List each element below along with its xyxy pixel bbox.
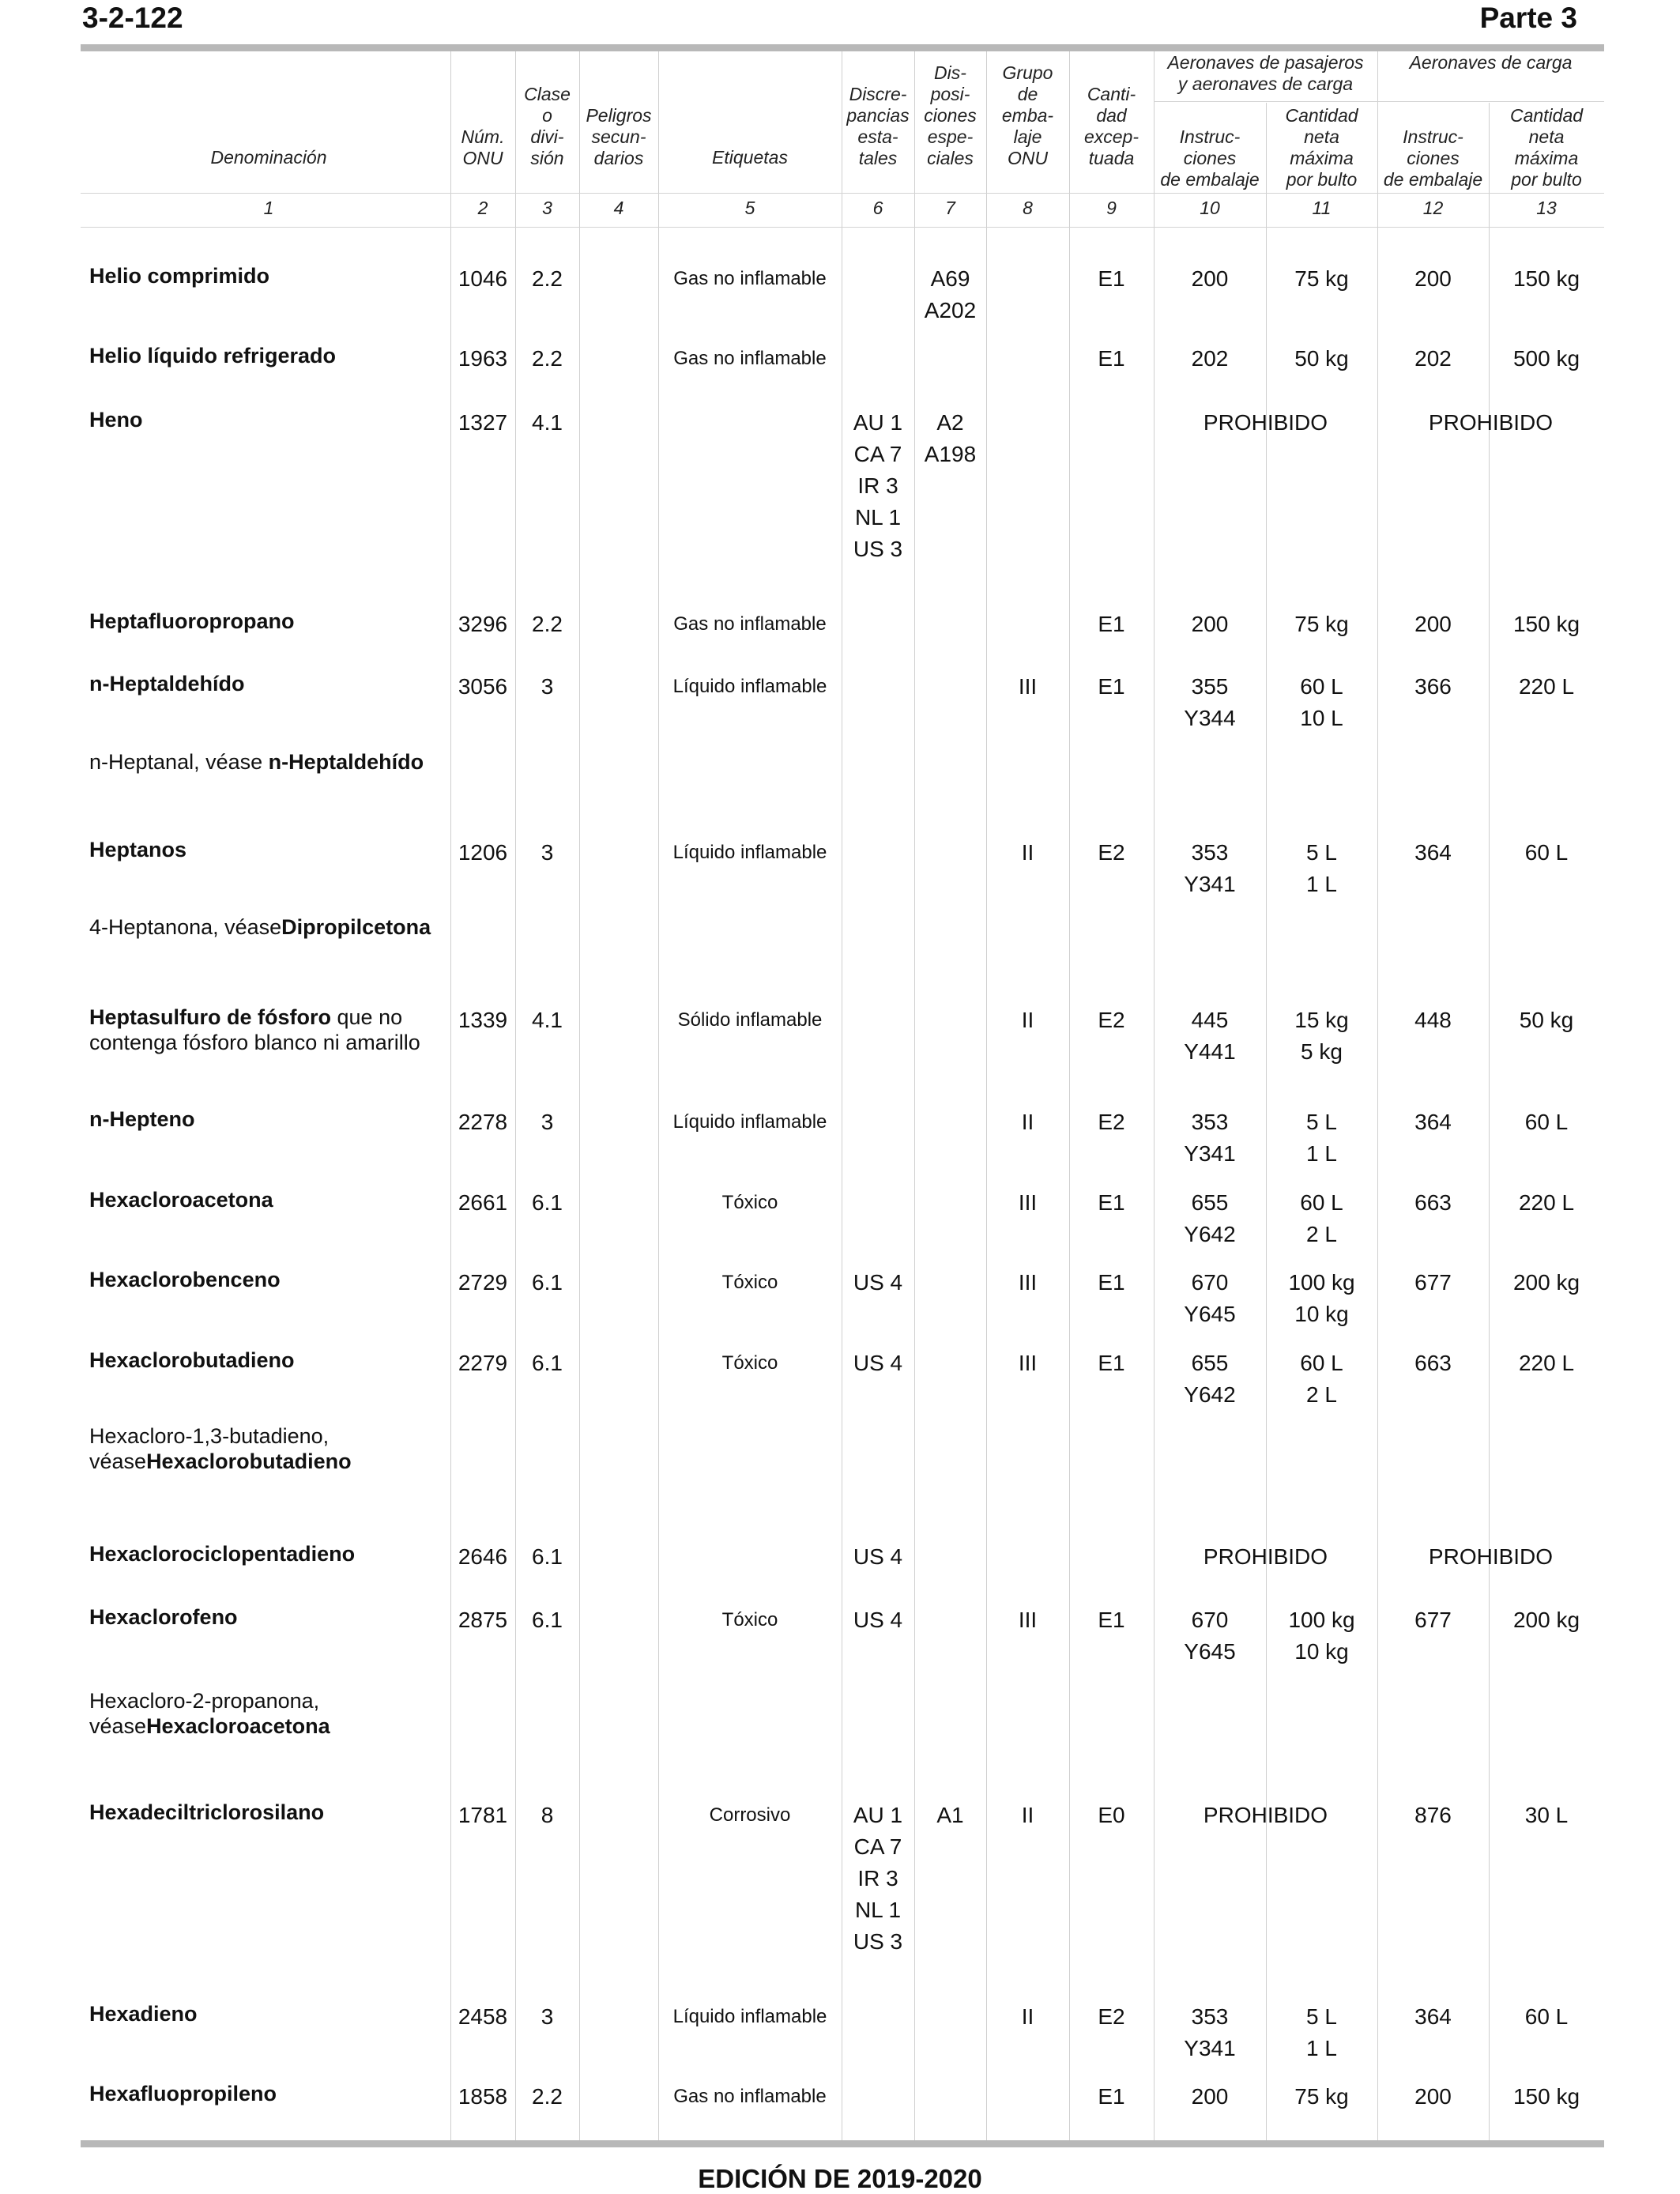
excepted-quantity: E1 (1098, 674, 1125, 699)
state-discrepancy: AU 1 CA 7 IR 3 NL 1 US 3 (853, 410, 903, 561)
column-number: 13 (1536, 198, 1557, 218)
header-cargo-instrucciones: Instruc- ciones de embalaje (1383, 126, 1483, 190)
excepted-quantity: E1 (1098, 1270, 1125, 1295)
un-number: 2278 (458, 1110, 508, 1134)
label: Líquido inflamable (672, 842, 827, 863)
substance-name: Helio líquido refrigerado (89, 344, 337, 368)
top-rule (81, 44, 1604, 51)
pax-max-quantity: 60 L 2 L (1300, 1351, 1343, 1407)
cargo-packing-instruction: 200 (1414, 266, 1452, 291)
substance-name: Hexaclorobenceno (89, 1268, 281, 1291)
header-discrepancias: Discre- pancias esta- tales (846, 84, 910, 168)
substance-name: Hexadeciltriclorosilano (89, 1800, 325, 1824)
class-division: 6.1 (532, 1608, 563, 1632)
un-number: 3296 (458, 612, 508, 636)
excepted-quantity: E1 (1098, 346, 1125, 371)
packing-group: III (1018, 1608, 1038, 1632)
cargo-packing-instruction: 364 (1414, 840, 1452, 865)
substance-name: Hexaclorofeno (89, 1605, 238, 1629)
packing-group: II (1021, 2004, 1034, 2029)
class-division: 4.1 (532, 410, 563, 435)
group-header-line (1154, 101, 1604, 102)
packing-group: II (1021, 1803, 1034, 1827)
packing-group: III (1018, 674, 1038, 699)
pax-packing-instruction: 670 Y645 (1184, 1608, 1236, 1664)
cargo-packing-instruction: 677 (1414, 1270, 1452, 1295)
pax-packing-instruction: 353 Y341 (1184, 2004, 1236, 2060)
cargo-prohibited: PROHIBIDO (1428, 410, 1554, 435)
pax-max-quantity: 100 kg 10 kg (1288, 1608, 1355, 1664)
label: Gas no inflamable (673, 613, 827, 635)
substance-name: Heno (89, 408, 143, 432)
cargo-max-quantity: 500 kg (1512, 346, 1580, 371)
column-number: 7 (945, 198, 955, 218)
packing-group: II (1021, 1008, 1034, 1032)
pax-packing-instruction: 655 Y642 (1184, 1351, 1236, 1407)
column-number: 8 (1023, 198, 1033, 218)
substance-name: Hexacloroacetona (89, 1188, 273, 1212)
excepted-quantity: E1 (1098, 612, 1125, 636)
header-disposiciones: Dis- posi- ciones espe- ciales (924, 62, 977, 168)
un-number: 1858 (458, 2084, 508, 2109)
state-discrepancy: AU 1 CA 7 IR 3 NL 1 US 3 (853, 1803, 903, 1954)
excepted-quantity: E1 (1098, 1351, 1125, 1375)
label: Líquido inflamable (672, 2006, 827, 2027)
substance-name: n-Heptaldehído (89, 672, 245, 696)
excepted-quantity: E2 (1098, 1008, 1125, 1032)
header-carga-group: Aeronaves de carga (1409, 52, 1573, 73)
substance-name: n-Heptanal, véase n-Heptaldehído (89, 750, 424, 774)
pax-packing-instruction: 355 Y344 (1184, 674, 1236, 730)
class-division: 3 (541, 840, 554, 865)
cargo-packing-instruction: 200 (1414, 612, 1452, 636)
class-division: 2.2 (532, 346, 563, 371)
cargo-max-quantity: 220 L (1518, 674, 1575, 699)
pax-max-quantity: 75 kg (1294, 2084, 1349, 2109)
column-number: 2 (477, 198, 488, 218)
pax-max-quantity: 75 kg (1294, 266, 1349, 291)
un-number: 1206 (458, 840, 508, 865)
label: Tóxico (721, 1609, 778, 1630)
column-number: 4 (613, 198, 624, 218)
pax-packing-instruction: 670 Y645 (1184, 1270, 1236, 1326)
cargo-packing-instruction: 663 (1414, 1351, 1452, 1375)
excepted-quantity: E1 (1098, 266, 1125, 291)
un-number: 1781 (458, 1803, 508, 1827)
pax-max-quantity: 75 kg (1294, 612, 1349, 636)
un-number: 2729 (458, 1270, 508, 1295)
cargo-max-quantity: 150 kg (1512, 266, 1580, 291)
excepted-quantity: E0 (1098, 1803, 1125, 1827)
cargo-max-quantity: 30 L (1524, 1803, 1569, 1827)
column-number: 6 (872, 198, 883, 218)
cargo-max-quantity: 150 kg (1512, 2084, 1580, 2109)
substance-name: Heptasulfuro de fósforo que no contenga fósforo blanco ni amarillo (89, 1005, 420, 1054)
header-pasajeros-group: Aeronaves de pasajeros y aeronaves de carga (1167, 52, 1364, 94)
class-division: 2.2 (532, 2084, 563, 2109)
class-division: 3 (541, 2004, 554, 2029)
pax-max-quantity: 5 L 1 L (1306, 2004, 1337, 2060)
cargo-max-quantity: 200 kg (1512, 1270, 1580, 1295)
un-number: 2875 (458, 1608, 508, 1632)
special-provision: A69 A202 (924, 266, 977, 322)
substance-name: Hexadieno (89, 2002, 198, 2026)
label: Gas no inflamable (673, 268, 827, 289)
special-provision: A2 A198 (924, 410, 977, 466)
column-number: 3 (542, 198, 552, 218)
cargo-packing-instruction: 202 (1414, 346, 1452, 371)
column-number: 10 (1200, 198, 1220, 218)
colnum-bottom-line (81, 227, 1604, 228)
header-cantidad-exceptuada: Canti- dad excep- tuada (1083, 84, 1139, 168)
cargo-packing-instruction: 364 (1414, 2004, 1452, 2029)
col-divider (579, 51, 580, 2140)
part-label: Parte 3 (1479, 2, 1577, 34)
column-number: 11 (1312, 198, 1332, 218)
substance-name: Heptanos (89, 838, 187, 861)
cargo-packing-instruction: 200 (1414, 2084, 1452, 2109)
state-discrepancy: US 4 (853, 1608, 903, 1632)
pax-prohibited: PROHIBIDO (1203, 1803, 1328, 1827)
header-grupo-embalaje: Grupo de emba- laje ONU (1001, 62, 1054, 168)
cargo-max-quantity: 220 L (1518, 1351, 1575, 1375)
class-division: 6.1 (532, 1351, 563, 1375)
packing-group: III (1018, 1351, 1038, 1375)
cargo-max-quantity: 60 L (1524, 840, 1569, 865)
label: Tóxico (721, 1192, 778, 1213)
cargo-packing-instruction: 364 (1414, 1110, 1452, 1134)
pax-prohibited: PROHIBIDO (1203, 1544, 1328, 1569)
substance-name: 4-Heptanona, véaseDipropilcetona (89, 915, 431, 939)
header-pax-cantidad: Cantidad neta máxima por bulto (1285, 105, 1358, 190)
cargo-max-quantity: 220 L (1518, 1190, 1575, 1215)
excepted-quantity: E1 (1098, 2084, 1125, 2109)
state-discrepancy: US 4 (853, 1270, 903, 1295)
header-cargo-cantidad: Cantidad neta máxima por bulto (1509, 105, 1584, 190)
substance-name: Hexacloro-1,3-butadieno, véaseHexaclorobutadieno (89, 1424, 352, 1473)
packing-group: III (1018, 1190, 1038, 1215)
class-division: 2.2 (532, 266, 563, 291)
substance-name: Helio comprimido (89, 264, 270, 288)
cargo-max-quantity: 50 kg (1519, 1008, 1574, 1032)
label: Líquido inflamable (672, 1111, 827, 1133)
cargo-packing-instruction: 366 (1414, 674, 1452, 699)
pax-packing-instruction: 200 (1191, 612, 1229, 636)
class-division: 6.1 (532, 1544, 563, 1569)
cargo-max-quantity: 200 kg (1512, 1608, 1580, 1632)
pax-max-quantity: 60 L 10 L (1300, 674, 1343, 730)
pax-max-quantity: 5 L 1 L (1306, 840, 1337, 896)
pax-packing-instruction: 353 Y341 (1184, 840, 1236, 896)
pax-packing-instruction: 445 Y441 (1184, 1008, 1236, 1064)
cargo-max-quantity: 60 L (1524, 1110, 1569, 1134)
un-number: 2661 (458, 1190, 508, 1215)
excepted-quantity: E1 (1098, 1190, 1125, 1215)
un-number: 1339 (458, 1008, 508, 1032)
substance-name: Hexafluopropileno (89, 2082, 277, 2105)
un-number: 1046 (458, 266, 508, 291)
header-etiquetas: Etiquetas (712, 147, 788, 168)
cargo-packing-instruction: 876 (1414, 1803, 1452, 1827)
excepted-quantity: E2 (1098, 2004, 1125, 2029)
label: Sólido inflamable (677, 1009, 823, 1031)
pax-max-quantity: 5 L 1 L (1306, 1110, 1337, 1166)
pax-packing-instruction: 655 Y642 (1184, 1190, 1236, 1246)
class-division: 2.2 (532, 612, 563, 636)
label: Tóxico (721, 1272, 778, 1293)
column-number: 5 (744, 198, 755, 218)
class-division: 8 (541, 1803, 554, 1827)
pax-packing-instruction: 200 (1191, 2084, 1229, 2109)
header-clase: Clase o divi- sión (524, 84, 571, 168)
cargo-max-quantity: 60 L (1524, 2004, 1569, 2029)
pax-max-quantity: 100 kg 10 kg (1288, 1270, 1355, 1326)
un-number: 3056 (458, 674, 508, 699)
header-pax-instrucciones: Instruc- ciones de embalaje (1160, 126, 1260, 190)
cargo-packing-instruction: 663 (1414, 1190, 1452, 1215)
pax-packing-instruction: 202 (1191, 346, 1229, 371)
cargo-prohibited: PROHIBIDO (1428, 1544, 1554, 1569)
label: Corrosivo (709, 1804, 791, 1826)
pax-packing-instruction: 200 (1191, 266, 1229, 291)
label: Tóxico (721, 1352, 778, 1374)
column-number: 12 (1422, 198, 1444, 218)
bottom-rule (81, 2140, 1604, 2147)
packing-group: II (1021, 1110, 1034, 1134)
class-division: 6.1 (532, 1190, 563, 1215)
excepted-quantity: E2 (1098, 1110, 1125, 1134)
pax-prohibited: PROHIBIDO (1203, 410, 1328, 435)
excepted-quantity: E2 (1098, 840, 1125, 865)
pax-packing-instruction: 353 Y341 (1184, 1110, 1236, 1166)
pax-max-quantity: 60 L 2 L (1300, 1190, 1343, 1246)
label: Líquido inflamable (672, 676, 827, 697)
cargo-max-quantity: 150 kg (1512, 612, 1580, 636)
packing-group: II (1021, 840, 1034, 865)
state-discrepancy: US 4 (853, 1351, 903, 1375)
class-division: 3 (541, 674, 554, 699)
class-division: 4.1 (532, 1008, 563, 1032)
pax-max-quantity: 15 kg 5 kg (1294, 1008, 1349, 1064)
excepted-quantity: E1 (1098, 1608, 1125, 1632)
label: Gas no inflamable (673, 348, 827, 369)
cargo-packing-instruction: 677 (1414, 1608, 1452, 1632)
header-bottom-line (81, 193, 1604, 194)
substance-name: Heptafluoropropano (89, 609, 295, 633)
special-provision: A1 (936, 1803, 964, 1827)
substance-name: Hexaclorociclopentadieno (89, 1542, 356, 1566)
un-number: 1963 (458, 346, 508, 371)
substance-name: Hexacloro-2-propanona, véaseHexacloroacetona (89, 1689, 330, 1738)
class-division: 6.1 (532, 1270, 563, 1295)
un-number: 1327 (458, 410, 508, 435)
un-number: 2458 (458, 2004, 508, 2029)
label: Gas no inflamable (673, 2086, 827, 2107)
pax-max-quantity: 50 kg (1294, 346, 1349, 371)
class-division: 3 (541, 1110, 554, 1134)
substance-name: n-Hepteno (89, 1107, 195, 1131)
un-number: 2646 (458, 1544, 508, 1569)
packing-group: III (1018, 1270, 1038, 1295)
un-number: 2279 (458, 1351, 508, 1375)
substance-name: Hexaclorobutadieno (89, 1348, 295, 1372)
column-number: 9 (1106, 198, 1117, 218)
page-code: 3-2-122 (82, 2, 183, 34)
header-denominacion: Denominación (210, 147, 327, 168)
edition-footer: EDICIÓN DE 2019-2020 (698, 2164, 982, 2193)
cargo-packing-instruction: 448 (1414, 1008, 1452, 1032)
state-discrepancy: US 4 (853, 1544, 903, 1569)
column-number: 1 (263, 198, 274, 218)
header-num-onu: Núm. ONU (461, 126, 505, 168)
header-peligros: Peligros secun- darios (586, 105, 652, 168)
